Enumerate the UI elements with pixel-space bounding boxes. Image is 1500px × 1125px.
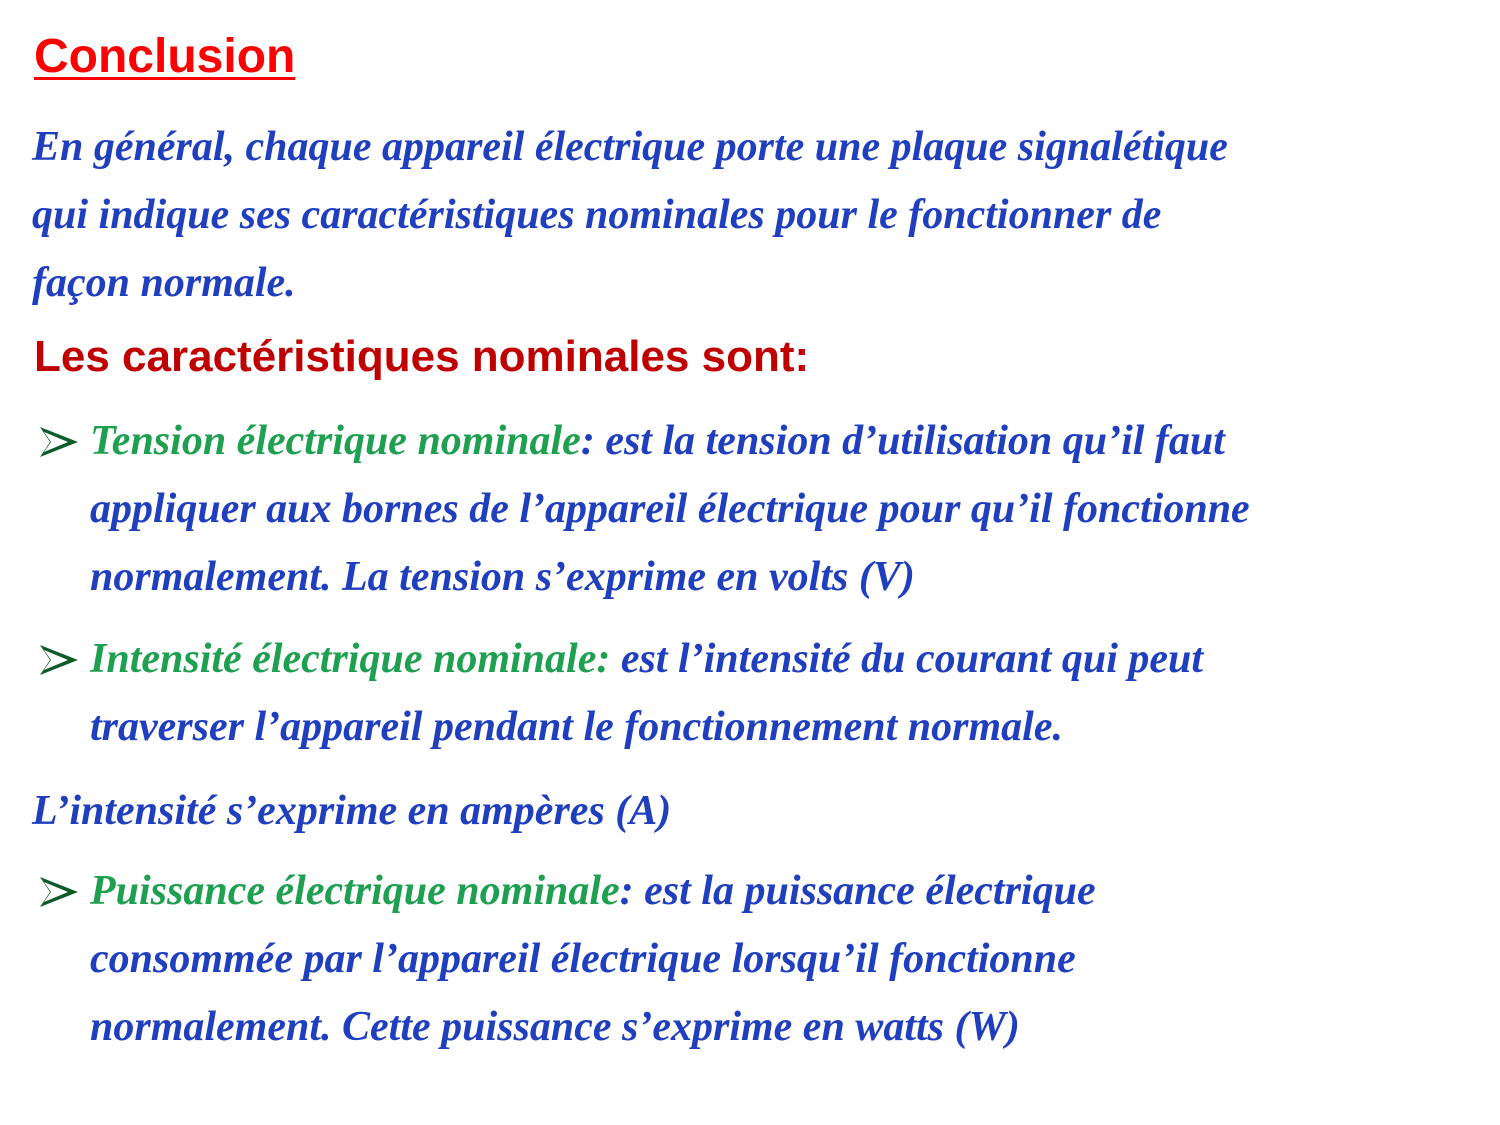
arrow-bullet-icon <box>38 875 80 909</box>
bullet-line-3: normalement. La tension s’exprime en volts (V) <box>90 554 915 600</box>
intro-line-2: qui indique ses caractéristiques nominales pour le fonctionner de <box>32 192 1162 238</box>
intro-line-3: façon normale. <box>32 260 296 306</box>
bullet-line-1: : est la puissance électrique <box>619 868 1096 914</box>
term-tension: Tension électrique nominale <box>90 418 581 464</box>
bullet-line-2: appliquer aux bornes de l’appareil électrique pour qu’il fonctionne <box>90 486 1250 532</box>
term-intensite: Intensité électrique nominale: <box>90 636 611 682</box>
bullet-line-1: : est la tension d’utilisation qu’il faut <box>580 418 1225 464</box>
arrow-bullet-icon <box>38 643 80 677</box>
bullet-text-puissance <box>90 857 1490 1061</box>
intro-paragraph <box>32 113 1482 317</box>
arrow-bullet-icon <box>38 425 80 459</box>
bullet-line-2: consommée par l’appareil électrique lorsqu’il fonctionne <box>90 936 1076 982</box>
bullet-text-intensite <box>90 625 1490 761</box>
intensity-unit-note: L’intensité s’exprime en ampères (A) <box>32 788 672 834</box>
bullet-line-3: normalement. Cette puissance s’exprime en watts (W) <box>90 1004 1020 1050</box>
section-heading: Les caractéristiques nominales sont: <box>34 332 810 381</box>
bullet-line-1: est l’intensité du courant qui peut <box>610 636 1204 682</box>
slide-title: Conclusion <box>34 30 296 83</box>
term-puissance: Puissance électrique nominale <box>90 868 620 914</box>
bullet-line-2: traverser l’appareil pendant le fonctionnement normale. <box>90 704 1063 750</box>
intro-line-1: En général, chaque appareil électrique porte une plaque signalétique <box>32 124 1228 170</box>
bullet-text-tension <box>90 407 1490 611</box>
